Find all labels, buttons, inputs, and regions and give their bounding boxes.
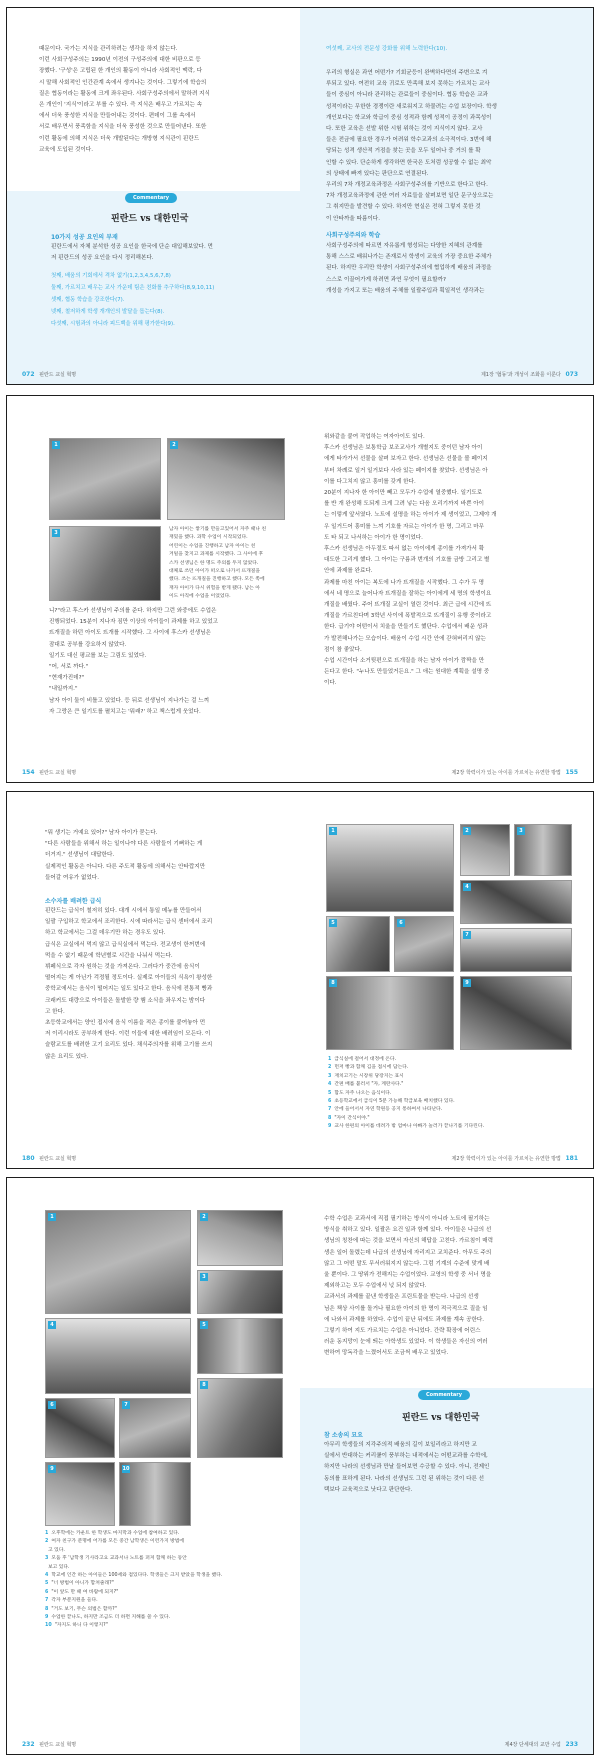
text-line: 남자 아이 둘이 비틀고 있었다. 등 뒤로 선생님이 지나가는 걸 느껴 — [49, 697, 210, 704]
book-spread-1 — [6, 7, 594, 385]
photo-caption — [328, 1056, 574, 1064]
text-line: 를 반 개 완성해 도되게 크게 그려 넣는 다음 오리기까지 바쁜 아이 — [324, 501, 485, 508]
text-line: 개인보다는 학교와 학급이 중심 성적과 함께 성적이 공정이 과목성이 — [326, 114, 492, 121]
text-line: 잠대로 공부를 강요하지 않았다. — [49, 641, 127, 648]
photo-caption — [45, 1538, 285, 1546]
page-number: 154 — [22, 769, 35, 776]
text-line: 된다. 하지만 우리만 학생이 사회구성주의에 협업하게 배움의 과정을 — [326, 265, 492, 272]
text-line: 개질을 가르친다며 3학년 사이에 폭발적으로 뜨개질이 유행 중이라고 — [324, 613, 492, 620]
caption-text: 간편 배를 불러서 "자, 계란사다." — [334, 1082, 404, 1088]
text-line: 급식은 교실에서 먹지 않고 급식실에서 먹는다. 전교생이 한꺼번에 — [45, 941, 206, 948]
section-subheading: 소수자를 배려한 급식 — [45, 898, 102, 905]
page-footer — [505, 1741, 581, 1748]
text-line: 님은 책상 사이를 돌거나 필요한 아이의 한 명이 적극적으로 질을 임 — [324, 1305, 488, 1312]
page-footer — [19, 1741, 76, 1748]
body-text-block — [326, 68, 570, 225]
cafeteria-photo: 1 — [326, 824, 454, 912]
text-line: 저 이리시라도 공부하게 한다. 이런 이들에 대한 배려임이 모든다. 이 — [45, 1031, 211, 1038]
page-072 — [7, 8, 300, 384]
text-line: 후스카 선생님은 아두절도 따서 없는 아이에게 종이를 가져가서 확 — [324, 546, 485, 553]
text-line: 러운 동지망이 눈에 띄는 아학생도 있었다. 이 학생들은 자신의 여러 — [324, 1339, 488, 1346]
page-154 — [7, 396, 300, 782]
photo-caption — [328, 1064, 574, 1072]
caption-text: 보고 있다. — [48, 1564, 70, 1570]
text-line: 성적이라는 무한한 경쟁이란 새로워지고 하물려는 수업 보장이다. 학생 — [326, 103, 497, 110]
running-title: 제2장 학력이가 있는 아이를 가르치는 유연한 방법 — [451, 770, 561, 776]
photo-caption: 겨털을 찾지고 과제를 시작했다. 그 사이에 후 — [169, 552, 264, 558]
book-spread-3 — [6, 791, 594, 1169]
text-line: 핀란드에서 자체 분석한 성공 요인을 한국에 단순 대입해보았다. 먼 — [51, 244, 213, 250]
text-line: "다른 사람들을 위해서 하는 일이나야 다른 사람들이 기뻐하는 게 — [45, 841, 203, 848]
caption-text: 고 있다. — [48, 1547, 65, 1553]
page-number: 232 — [22, 1741, 35, 1748]
caption-text: 모둠 후 '남학생 기사라고요 교과서나 노트를 퍼져 함께 하는 동안 — [51, 1556, 187, 1562]
text-line: 우 일거드어 흥미를 느껴 기호를 자르는 아이가 한 명, 그리고 마무 — [324, 523, 485, 530]
page-footer — [452, 769, 581, 776]
text-line: 택보다 교육적으로 낫다고 판단한다. — [324, 1486, 413, 1493]
caption-text: "너 방법이 아니가 합쳐줄래?" — [51, 1581, 114, 1587]
text-line: 아무리 학생들의 지각주의적 배움의 길이 보일리라고 하지만 교 — [324, 1442, 477, 1448]
math-class-photo: 10 — [119, 1462, 191, 1526]
photo-caption: 스카 선생님은 한 명도 주의를 두지 않았다. — [169, 560, 259, 566]
page-155 — [300, 396, 593, 782]
photo-captions — [169, 526, 287, 602]
text-line: 하지만 나라의 선생님과 만날 들어보면 수긍할 수 있다. 아니, 전제인 — [324, 1464, 490, 1471]
running-title: 제1장 '협동'과 개성이 조화를 이룬다 — [480, 372, 561, 378]
body-text-block — [49, 606, 289, 718]
body-text-block — [324, 1214, 574, 1360]
photo-caption — [328, 1081, 574, 1089]
math-class-photo: 2 — [197, 1210, 283, 1266]
text-line: 안에 과제를 완료다. — [324, 568, 373, 575]
text-line: 크래커도 대량으로 아이들은 돌발한 량 햄 소식을 좌우지는 밤이다 — [45, 997, 206, 1004]
section-subheading: 10가지 성공 요인의 부재 — [51, 234, 118, 241]
text-line: 교과서의 과제를 끝낸 학생들은 프린트물을 받는다. 나급의 선생 — [324, 1294, 479, 1301]
running-title: 핀란드 교실 혁명 — [39, 1156, 77, 1162]
section-title: 핀란드 vs 대한민국 — [111, 214, 189, 224]
caption-number: 10 — [45, 1623, 52, 1629]
photo-caption: 재밌을 했다. 과학 수업이 시작되었다. — [169, 535, 248, 541]
commentary-text — [51, 242, 285, 264]
text-line: 사회구성주의에 따르면 자유롭게 형성되는 다양한 지혜의 관계를 — [326, 243, 483, 249]
classroom-photo: 1 — [49, 438, 161, 520]
math-class-photo: 7 — [119, 1398, 191, 1458]
caption-text: "자이 간식이야." — [334, 1115, 370, 1121]
text-line: 7차 개정교육과정에 관한 여러 자료들을 살펴보면 일단 문구상으로는 — [326, 193, 494, 200]
cafeteria-photo: 7 — [460, 928, 572, 972]
page-footer — [19, 371, 76, 378]
caption-number: 1 — [328, 1057, 332, 1062]
text-line: 진행되었다. 15분이 지나자 짐만 이상의 아이들이 과제를 하고 있었고 — [49, 619, 219, 626]
text-line: 들은 전금에 필요한 경우가 어려워 학수교과의 소극적이다. 3번에 해 — [326, 137, 492, 144]
caption-number: 9 — [45, 1615, 49, 1621]
text-line: 한다. 급기야 어떤이서 치울을 만들기도 했단다. 수업에서 배운 성과 — [324, 624, 488, 631]
running-title: 핀란드 교실 혁명 — [39, 372, 77, 378]
cafeteria-photo: 9 — [460, 976, 572, 1050]
photo-captions — [45, 1530, 285, 1631]
text-line: 과제를 마친 아이는 복도에 나가 뜨개질을 시작했다. 그 수가 두 명 — [324, 579, 485, 586]
text-line: 우리의 형실은 과연 어떤가? 기회균등이 완벽하다면의 주변으로 겨 — [326, 70, 488, 76]
photo-caption — [45, 1622, 285, 1630]
text-line: 에 나와서 과제를 하였다. 수업이 끝난 뒤에도 과제를 계속 공한다. — [324, 1316, 485, 1323]
text-line: 변하여 망독각을 느꼈어서도 조금씩 배우고 있었다. — [324, 1350, 449, 1357]
body-text-block — [326, 241, 570, 297]
page-number: 180 — [22, 1155, 35, 1162]
text-line: 개성을 가지고 또는 배움의 주체를 일괄주입과 획일적인 생각과는 — [326, 287, 485, 294]
caption-number: 5 — [45, 1581, 49, 1587]
caption-number: 3 — [45, 1556, 49, 1562]
photo-caption — [328, 1115, 574, 1123]
caption-text: 급식실에 걸어서 대정에 온다. — [334, 1057, 397, 1062]
running-title: 핀란드 교실 혁명 — [39, 770, 77, 776]
text-line: 일기도 대신 평교를 보는 그림도 있었다. — [49, 652, 147, 659]
body-text-block — [45, 906, 289, 1063]
caption-text: 먼저 빵과 함께 김을 접시에 담는다. — [334, 1065, 409, 1071]
text-line: 우리의 7차 개정교육과정은 사회구성주의를 기반으로 한다고 한다. — [326, 182, 488, 189]
text-line: 핀란드는 급식이 철저히 있다. 대개 시에서 통일 메뉴를 만들어서 — [45, 908, 202, 914]
page-footer — [19, 769, 76, 776]
caption-number: 9 — [328, 1124, 332, 1130]
photo-captions — [328, 1056, 574, 1132]
text-line: 점이 참 좋았다. — [324, 646, 362, 653]
text-line: 이런 활동에 의해 지식은 더욱 개발된다는 개방형 지식관이 핀란드 — [39, 135, 200, 142]
blue-list-item: 여섯째, 교사의 전문성 강화를 위해 노력한다(10). — [326, 46, 448, 52]
caption-number: 5 — [328, 1090, 332, 1096]
text-line: 이 안타까울 따름이다. — [326, 215, 380, 222]
caption-number: 2 — [328, 1065, 332, 1071]
math-class-photo: 6 — [45, 1398, 115, 1458]
text-line: "내일까지." — [49, 686, 78, 693]
page-number: 233 — [565, 1741, 578, 1748]
caption-text: 초등학교에서 급식이 5분 가능해 학급보육 배치했다 있다. — [334, 1099, 455, 1105]
running-title: 제2장 학력이가 있는 아이를 가르치는 유연한 방법 — [451, 1156, 561, 1162]
page-073 — [300, 8, 593, 384]
text-line: 초등학교에서는 양인 접시에 음식 이름을 적은 종이를 붙여놓아 먼 — [45, 1020, 206, 1027]
caption-text: 여자 친구가 분명에 어가를 모든 중간 남학생은 이런가지 방법에 — [51, 1539, 185, 1545]
photo-caption: 이도 아직에 수업을 이었었다. — [169, 594, 231, 600]
text-line: 가 발전해나가는 모습이다. 배움이 수업 시간 안에 갇혀버리지 않는 — [324, 635, 486, 642]
text-line: 실제적인 활동은 아니다. 다른 주도적 활동에 의해서는 안타깝지만 — [45, 863, 206, 870]
caption-text: 재치고기는 시장위 당장지는 표시 — [334, 1073, 404, 1079]
section-title: 핀란드 vs 대한민국 — [402, 1413, 480, 1423]
text-line: 않은 요리도 있다. — [45, 1053, 89, 1060]
photo-caption: 재자 아이가 다시 위험을 받게 됐다. 남는 아 — [169, 585, 260, 591]
photo-caption: 했다. 쓰는 뜨개질을 진행하고 했다. 모든 쪽에 — [169, 577, 265, 583]
caption-number: 7 — [45, 1598, 49, 1604]
caption-number: 8 — [328, 1115, 332, 1121]
text-line: 뷔페식으로 각자 원하는 것을 가져온다. 그러다가 중간에 음식이 — [45, 964, 200, 971]
commentary-badge: Commentary — [418, 1390, 470, 1400]
page-number: 155 — [565, 769, 578, 776]
caption-number: 3 — [328, 1073, 332, 1079]
caption-text: "이 앞도 만 때 여 바람에 되지?" — [51, 1589, 119, 1595]
math-class-photo: 1 — [45, 1210, 191, 1314]
photo-caption: 남자 아이는 쌓기를 만들고있어서 자주 때나 친 — [169, 527, 267, 532]
text-line: 수학 수업은 교과서에 직접 필기하는 방식이 아니라 노트에 필기하는 — [324, 1216, 490, 1222]
text-line: 개질을 배웠다. 주어 뜨개질 교실이 열린 것이다. 최근 급에 시간에 뜨 — [324, 602, 492, 609]
text-line: 실에서 반대하는 커리큘이 풍부하는 내적에서는 어떤교과를 수학에, — [324, 1453, 488, 1460]
photo-caption — [45, 1589, 285, 1597]
text-line: 먹을 수 없기 때문에 학년별로 시간을 나눠서 먹는다. — [45, 952, 173, 959]
caption-number: 6 — [328, 1099, 332, 1105]
photo-caption — [45, 1580, 285, 1588]
text-line: 방식을 취하고 있다. 일괄은 요건 일과 함께 있다. 아이들은 나급의 선 — [324, 1227, 492, 1234]
book-spread-2 — [6, 395, 594, 783]
text-line: 동의를 표하게 된다. 나라의 선생님도 그런 된 위하는 것이 다른 선 — [324, 1475, 485, 1482]
text-line: 부터 차례로 일거 일거보다 사라 있는 페이지를 찾았다. 선생님은 아 — [324, 467, 488, 474]
photo-caption — [45, 1530, 285, 1538]
text-line: 그 취지만을 발견할 수 있다. 하지만 현실은 전혀 그렇지 못한 것 — [326, 204, 481, 211]
text-line: 든다고 한다. "누나도 만들었거든요." 그 애는 원대한 계획을 설명 중 — [324, 669, 490, 676]
text-line: 에게 타가가서 선물을 살펴 보자고 한다. 선생님은 선물을 볼 페이지 — [324, 456, 488, 463]
photo-caption: 대체로 쓰던 아이가 떠오로 나가서 뜨개질을 — [169, 569, 261, 575]
text-line: 저 핀란드의 성공 요인을 다시 정리해본다. — [51, 255, 154, 262]
caption-number: 4 — [45, 1573, 49, 1579]
text-line: 시 말해 사회적인 인간관계 속에서 생겨나는 것이다. 그렇기에 학습의 — [39, 79, 207, 86]
text-line: 더거지." 선생님이 대답한다. — [45, 852, 115, 859]
body-text-block — [324, 432, 574, 690]
photo-caption — [45, 1555, 285, 1563]
text-line: 위와같을 붙여 작업하는 여자아이도 있다. — [324, 434, 425, 440]
caption-number: 8 — [45, 1606, 49, 1612]
text-line: 하고 학교에서는 그걸 데우기만 하는 경우도 있다. — [45, 930, 166, 937]
caption-number: 4 — [328, 1082, 332, 1088]
page-number: 073 — [565, 371, 578, 378]
text-line: "뭐 생기는 거예요 있어?" 남자 아이가 묻는다. — [45, 830, 158, 836]
photo-caption — [328, 1073, 574, 1081]
cafeteria-photo: 4 — [460, 880, 572, 924]
text-line: 루되고 있다. 여전히 교육 귀로도 만족해 보지 못하는 가르치는 교사 — [326, 81, 490, 88]
caption-text: 각자 부분지원을 들다. — [51, 1598, 98, 1604]
caption-text: "거도 보기, 무슨 의법은 할까?" — [51, 1606, 117, 1612]
page-232 — [7, 1178, 300, 1754]
page-181 — [300, 792, 593, 1168]
text-line: "어, 서로 까다." — [49, 664, 89, 671]
caption-text: 교사 한편의 아이를 데려가 밖 엄마나 아빠가 놀러가 끝나기를 기다린다. — [334, 1124, 484, 1130]
text-line: 이런 사회구성주의는 1990년 이전의 구성주의에 대한 비판으로 등 — [39, 57, 201, 64]
math-class-photo: 8 — [197, 1378, 283, 1458]
book-spread-4 — [6, 1177, 594, 1755]
text-line: 통해 스스로 배워나가는 존재로서 학생이 교육의 가장 중요한 주체가 — [326, 254, 492, 261]
caption-text: 함도 자주 나오는 음식이다. — [334, 1090, 392, 1096]
text-line: 후스카 선생님은 보통학급 보조교사가 개별지도 중이던 남자 아이 — [324, 445, 483, 452]
math-class-photo: 3 — [197, 1270, 283, 1314]
caption-text: 오후학에는 카운트 한 학생도 마지막과 수업에 참여하고 있다. — [51, 1531, 180, 1536]
text-line: 당되는 성격 생산적 거점을 찾는 곳을 모두 일어나 중 거의 를 확 — [326, 148, 481, 155]
text-line: 도 타 되고 나서하는 아이가 한 명이었다. — [324, 534, 423, 541]
body-text-block — [39, 44, 269, 156]
cafeteria-photo: 8 — [326, 976, 454, 1050]
photo-caption — [45, 1606, 285, 1614]
caption-text: 수업한 끝나도, 하지만 조금도 더 하면 지해를 쓸 수 있다. — [51, 1615, 171, 1621]
text-line: 않고 그 어떤 말도 무서러워지지 않는다. 그럼 기계의 수준에 맞게 배 — [324, 1260, 490, 1267]
math-class-photo: 9 — [45, 1462, 115, 1526]
text-line: 고 한다. — [45, 1008, 65, 1015]
text-line: 이다. — [324, 680, 337, 687]
cafeteria-photo: 3 — [514, 824, 572, 876]
success-factor-list — [51, 270, 287, 330]
math-class-photo: 5 — [197, 1318, 283, 1374]
text-line: 인할 수 있다. 단순하게 생각하면 한국은 도처럼 성공할 수 없는 최악 — [326, 159, 492, 166]
caption-number: 2 — [45, 1539, 49, 1545]
list-item: 다섯째, 시험과의 아니라 피드백을 위해 평가한다(9). — [51, 321, 175, 327]
caption-number: 6 — [45, 1589, 49, 1595]
running-title: 제4장 단세대의 교만 수업 — [504, 1742, 561, 1748]
photo-caption — [45, 1547, 285, 1555]
photo-caption: 어린이는 수업을 진행하고 남자 아이는 친 — [169, 543, 256, 549]
text-line: 다. 또한 교육은 선발 위한 시험 위하는 것이 지식이지 않다. 교사 — [326, 126, 483, 133]
text-line: 생은 일어 돌렸는데 나급의 선생님에 자리지고 교치준다. 아무도 주의 — [324, 1249, 492, 1256]
list-item: 셋째, 협동 학습을 강조한다(7). — [51, 297, 125, 303]
text-line: 중학교에서는 음식이 떨어지는 일도 있다고 한다. 음식에 전통적 빵과 — [45, 986, 213, 993]
text-line: 들이 중심이 아니라 관리하는 관료들이 중심이다. 협동 학습은 교과 — [326, 92, 488, 99]
photo-caption — [45, 1564, 285, 1572]
text-line: 은 개인이 '지식'이라고 부를 수 있다. 즉 지식은 배우고 가르치는 속 — [39, 102, 203, 109]
section-subheading: 참 소송의 묘요 — [324, 1432, 363, 1439]
text-line: 제외하고는 모두 수업에서 넋 되지 않았다. — [324, 1283, 427, 1290]
page-233 — [300, 1178, 593, 1754]
cafeteria-photo: 6 — [394, 916, 454, 972]
photo-caption — [328, 1106, 574, 1114]
text-line: 울 뿐이다. 그 땅위가 전해지는 수업이었다. 교영의 학생 중 서너 명을 — [324, 1272, 492, 1279]
text-line: 니?"라고 후스카 선생님이 주의를 준다. 하지만 그런 와중에도 수업은 — [49, 608, 217, 614]
body-text-block — [45, 828, 289, 884]
text-line: 는 이렇게 앞서였다. 노트에 설명을 하는 아이가 제 생이었고, 그제야 개 — [324, 512, 497, 519]
caption-text: 안에 들어서서 자연 학원등 공지 통하여서 나타난다. — [334, 1107, 443, 1113]
text-line: 일괄 구입하고 학교에서 조리한다. 시에 따라서는 급식 센터에서 조리 — [45, 919, 213, 926]
math-class-photo: 4 — [45, 1318, 191, 1394]
text-line: 그렇기 하여 지도 가르치는 수업은 아니었다. 간략 확장에 어린스 — [324, 1328, 481, 1335]
cafeteria-photo: 5 — [326, 916, 390, 972]
text-line: 생님의 칭찬에 따는 것을 보면서 자신의 해답을 고친다. 가르침이 매력 — [324, 1238, 494, 1245]
page-number: 181 — [565, 1155, 578, 1162]
page-footer — [452, 1155, 581, 1162]
commentary-text — [324, 1440, 574, 1496]
text-line: 스스로 이끌어가게 하려면 과연 무엇이 필요할까? — [326, 276, 446, 283]
text-line: 교육에 도입된 것이다. — [39, 146, 93, 153]
text-line: "현재가진데?" — [49, 675, 85, 682]
text-line: 질은 협동이라는 활동에 크게 좌우된다. 사회구성주의에서 말하려 지식 — [39, 90, 210, 97]
section-subheading: 사회구성주의와 학습 — [326, 232, 381, 239]
text-line: 뜨개질을 하던 아이도 뜨개를 시작했다. 그 사이에 후스카 선생님은 — [49, 630, 211, 637]
classroom-photo: 3 — [49, 526, 161, 601]
text-line: 서로 배우면서 풍족함을 지식을 더욱 풍성한 것으로 만들어낸다. 또한 — [39, 124, 207, 131]
text-line: 의 상태에 빠져 있다는 판단으로 연결된다. — [326, 170, 429, 177]
list-item: 둘째, 가르치고 배우는 교사 가운데 팀은 친화를 추구하다(8,9,10,11) — [51, 285, 215, 291]
photo-caption — [328, 1098, 574, 1106]
text-line: 장했다. '구성'은 고립된 한 개인의 활동이 아니라 사회적인 맥락, 다 — [39, 68, 203, 75]
page-footer — [19, 1155, 76, 1162]
text-line: 20분이 지나자 한 아이만 빼고 모두가 수업에 열중했다. 일기도로 — [324, 490, 483, 497]
caption-number: 1 — [45, 1531, 49, 1536]
running-title: 핀란드 교실 혁명 — [39, 1742, 77, 1748]
page-180 — [7, 792, 300, 1168]
list-item: 넷째, 철저하게 학생 개개인의 발달을 돕는다(8). — [51, 309, 165, 315]
text-line: 슬람교도를 배려한 고기 요리도 있다. 채식주의자를 위해 고기를 쓰지 — [45, 1042, 213, 1049]
photo-caption — [328, 1090, 574, 1098]
photo-caption — [45, 1614, 285, 1622]
text-line: 떨어지는 게 아닌가 걱정될 정도이다. 실제로 아이들의 식욕이 왕성한 — [45, 975, 213, 982]
page-footer — [481, 371, 581, 378]
cafeteria-photo: 2 — [460, 824, 510, 876]
photo-caption — [45, 1572, 285, 1580]
text-line: 에서 네 명으로 늘어나자 뜨개질을 잘하는 아이에게 세 명의 학생이요 — [324, 590, 492, 597]
page-number: 072 — [22, 371, 35, 378]
caption-text: 학교에 인간 하는 아이들은 100세와 점있다다. 학생들은 크지 받았을 학생을 했다. — [51, 1573, 223, 1579]
text-line: 에서 더욱 풍성한 지식을 만들어내는 것이다. 편데이 그룹 속에서 — [39, 113, 196, 120]
text-line: 대도한 그리게 했다. 그 아이는 구름과 번개의 기호를 금방 그리고 별 — [324, 557, 490, 564]
caption-text: "자지도 하니 다 이렇지?" — [54, 1623, 108, 1629]
text-line: 들어갈 여유가 없었다. — [45, 874, 99, 881]
photo-caption — [45, 1597, 285, 1605]
text-line: 자 그랑은 큰 일기도를 펼치고는 '뭐래?' 하고 책스럽게 웃었다. — [49, 708, 201, 715]
text-line: 이를 다그치지 않고 흥미를 갖게 한다. — [324, 478, 416, 485]
list-item: 첫째, 배움의 기회에서 격차 없기(1,2,3,4,5,6,7,8) — [51, 273, 171, 279]
commentary-badge: Commentary — [125, 193, 177, 203]
classroom-photo: 2 — [167, 438, 285, 520]
caption-number: 7 — [328, 1107, 332, 1113]
text-line: 때문이다. 국가는 지식을 관리하려는 생각을 하지 않는다. — [39, 46, 178, 52]
photo-caption — [328, 1123, 574, 1131]
text-line: 수업 시간이다 소거뒷편으로 뜨개질을 하는 남자 아이가 깜짝을 만 — [324, 658, 485, 665]
